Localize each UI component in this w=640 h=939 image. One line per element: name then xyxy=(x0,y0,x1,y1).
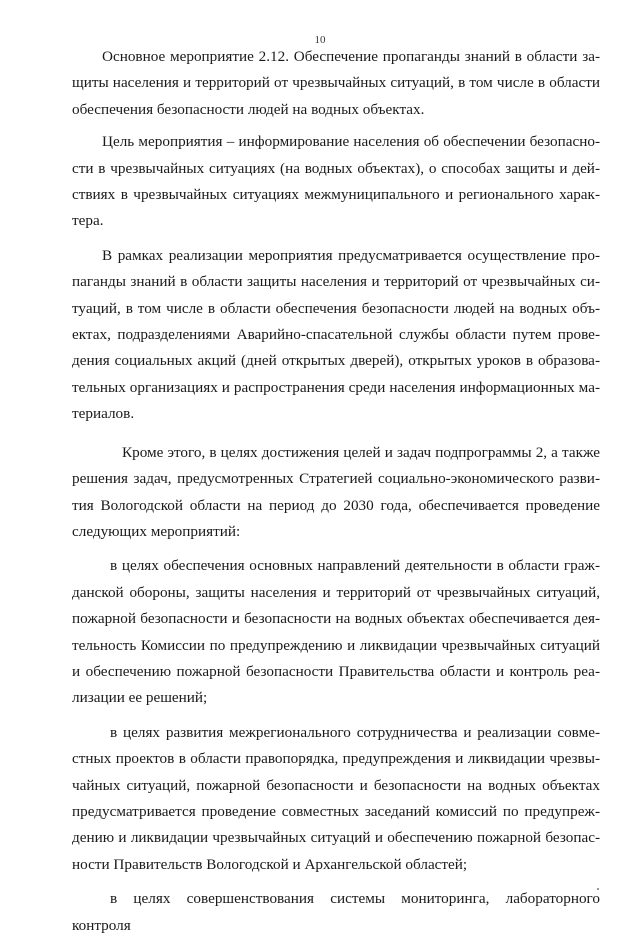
paragraph-goal: Цель мероприятия – информирование населения об обеспечении безопасности в чрезвычайных ситуациях (на водных объектах), о способах защиты и действиях в чрезвычайных ситуациях межмуниципального и регионального характера. xyxy=(72,133,600,230)
paragraph-implementation: В рамках реализации мероприятия предусматривается осуществление пропаганды знаний в области защиты населения и территорий от чрезвычайных ситуаций, в том числе в области обеспечения безопасности людей на водных объектах, подразделениями Аварийно-спасательной службы области путем проведения социальных акций (дней открытых дверей), открытых уроков в образовательных организациях и распространения среди населения информационных материалов. xyxy=(72,246,600,423)
paragraph-additionally: Кроме этого, в целях достижения целей и задач подпрограммы 2, а также решения задач, предусмотренных Стратегией социально-экономического развития Вологодской области на период до 2030 года, обеспечивается проведение следующих мероприятий: xyxy=(72,443,600,540)
paragraph-main-activity: Основное мероприятие 2.12. Обеспечение пропаганды знаний в области защиты населения и территорий от чрезвычайных ситуаций, в том числе в области обеспечения безопасности людей на водных объектах. xyxy=(72,48,600,118)
list-item-commission: в целях обеспечения основных направлений деятельности в области гражданской обороны, защиты населения и территорий от чрезвычайных ситуаций, пожарной безопасности и безопасности на водных объектах обеспечивается деятельность Комиссии по предупреждению и ликвидации чрезвычайных ситуаций и обеспечению пожарной безопасности Правительства области и контроль реализации ее решений; xyxy=(72,557,600,707)
page-number: 10 xyxy=(314,34,326,46)
list-item-monitoring: в целях совершенствования системы мониторинга, лабораторного контроля xyxy=(72,890,600,934)
document-body xyxy=(72,44,600,939)
list-item-interregional: в целях развития межрегионального сотрудничества и реализации совместных проектов в области правопорядка, предупреждения и ликвидации чрезвычайных ситуаций, пожарной безопасности и безопасности на водных объектах предусматривается проведение совместных заседаний комиссий по предупреждению и ликвидации чрезвычайных ситуаций и обеспечению пожарной безопасности Правительств Вологодской и Архангельской областей; xyxy=(72,723,600,873)
scan-speck xyxy=(597,888,599,890)
